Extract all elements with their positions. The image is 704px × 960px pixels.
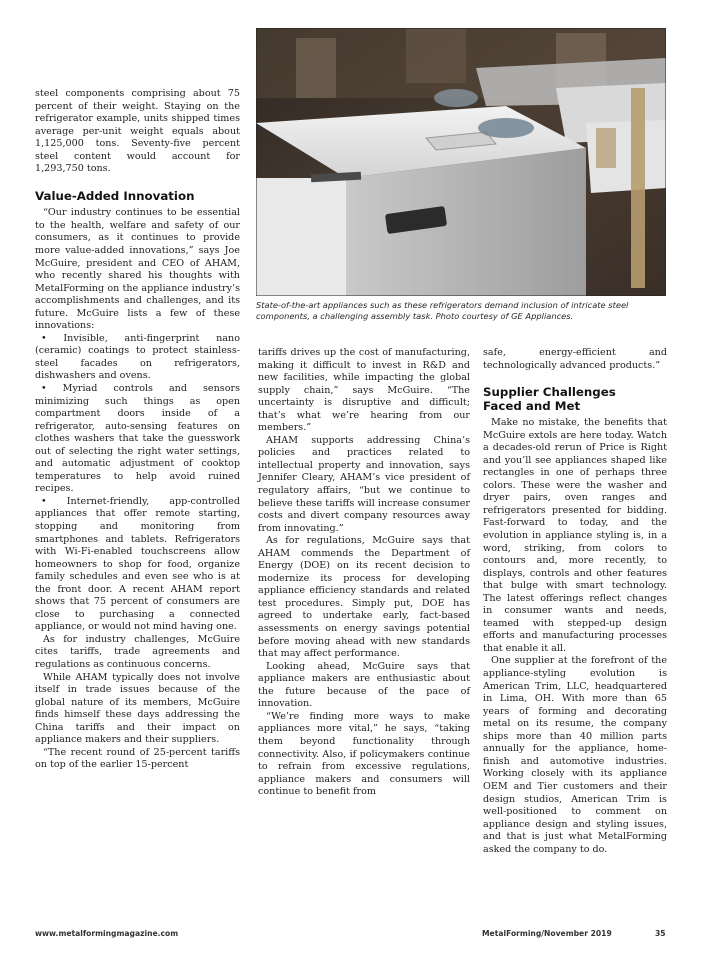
paragraph: steel components comprising about 75 percent of their weight. Staying on the refrigerator example, units shipped times average per-unit weight equals about 1,125,000 tons. Seventy-five percent steel content would account for 1,293,750 tons.: [35, 88, 240, 175]
paragraph: Looking ahead, McGuire says that appliance makers are enthusiastic about the future because of the pace of innovation.: [258, 660, 470, 710]
paragraph: As for regulations, McGuire says that AHAM commends the Department of Energy (DOE) on its recent decision to modernize its process for developing appliance efficiency standards and related test procedures. Simply put, DOE has agreed to undertake early, fact-based assessments on energy savings potential before moving ahead with new standards that may affect performance.: [258, 535, 470, 660]
bullet-item: • Internet-friendly, app-controlled appliances that offer remote starting, stopping and monitoring from smartphones and tablets. Refrigerators with Wi-Fi-enabled touchscreens allow homeowners to shop for food, organize family schedules and even see who is at the front door. A recent AHAM report shows that 75 percent of consumers are close to purchasing a connected appliance, or would not mind having one.: [35, 495, 240, 633]
paragraph: safe, energy-efficient and technologically advanced products.”: [483, 347, 667, 371]
paragraph: “We’re finding more ways to make appliances more vital,” he says, “taking them beyond functionality through connectivity. Also, if policymakers continue to refrain from excessive regulations, appliance makers and consumers will continue to benefit from: [258, 710, 470, 798]
paragraph: tariffs drives up the cost of manufacturing, making it difficult to invest in R&D and new facilities, while impacting the global supply chain,” says McGuire. “The uncertainty is disruptive and difficult; that’s what we’re hearing from our members.”: [258, 347, 470, 434]
footer-website: www.metalformingmagazine.com: [35, 929, 179, 938]
refrigerator-assembly-photo: [256, 28, 666, 296]
heading-line: Faced and Met: [483, 398, 581, 413]
article-column-3: [483, 347, 667, 856]
footer-issue: MetalForming/November 2019: [482, 929, 612, 938]
paragraph: “The recent round of 25-percent tariffs on top of the earlier 15-percent: [35, 746, 240, 771]
heading-line: Supplier Challenges: [483, 385, 616, 400]
paragraph: One supplier at the forefront of the appliance-styling evolution is American Trim, LLC, headquartered in Lima, OH. With more than 65 years of forming and decorating metal on its resume, the company ships more than 40 million parts annually for the appliance, home-finish and automotive industries. Working closely with its appliance OEM and Tier customers and their design studios, American Trim is well-positioned to comment on appliance design and styling issues, and that is just what MetalForming asked the company to do.: [483, 655, 667, 855]
section-heading-supplier-challenges: [483, 386, 667, 413]
article-column-1: [35, 88, 240, 772]
paragraph: “Our industry continues to be essential to the health, welfare and safety of our consumers, as it continues to provide more value-added innovations,” says Joe McGuire, president and CEO of AHAM, who recently shared his thoughts with MetalForming on the appliance industry’s accomplishments and challenges, and its future. McGuire lists a few of these innovations:: [35, 207, 240, 332]
paragraph: While AHAM typically does not involve itself in trade issues because of the global nature of its members, McGuire finds himself these days addressing the China tariffs and their impact on appliance makers and their suppliers.: [35, 671, 240, 746]
paragraph: AHAM supports addressing China’s policies and practices related to intellectual property and innovation, says Jennifer Cleary, AHAM’s vice president of regulatory affairs, “but we continue to believe these tariffs will increase consumer costs and divert company resources away from innovating.”: [258, 434, 470, 534]
section-heading-value-added-innovation: Value-Added Innovation: [35, 188, 195, 203]
paragraph: As for industry challenges, McGuire cites tariffs, trade agreements and regulations as continuous concerns.: [35, 633, 240, 671]
photo-caption: State-of-the-art appliances such as these refrigerators demand inclusion of intricate steel components, a challenging assembly task. Photo courtesy of GE Appliances.: [256, 300, 629, 321]
page-number: 35: [655, 929, 666, 938]
bullet-item: • Myriad controls and sensors minimizing such things as open compartment doors inside of a refrigerator, auto-sensing features on clothes washers that take the guesswork out of selecting the right water settings, and automatic adjustment of cooktop temperatures to help avoid ruined recipes.: [35, 382, 240, 495]
paragraph: Make no mistake, the benefits that McGuire extols are here today. Watch a decades-old rerun of Price is Right and you’ll see appliances shaped like rectangles in one of perhaps three colors. These were the washer and dryer pairs, oven ranges and refrigerators presented for bidding. Fast-forward to today, and the evolution in appliance styling is, in a word, striking, from colors to contours and, more recently, to displays, controls and other features that bulge with smart technology. The latest offerings reflect changes in consumer wants and needs, teamed with stepped-up design efforts and manufacturing processes that enable it all.: [483, 417, 667, 654]
bullet-item: • Invisible, anti-fingerprint nano (ceramic) coatings to protect stainless-steel facades on refrigerators, dishwashers and ovens.: [35, 332, 240, 382]
article-column-2: [258, 347, 470, 799]
